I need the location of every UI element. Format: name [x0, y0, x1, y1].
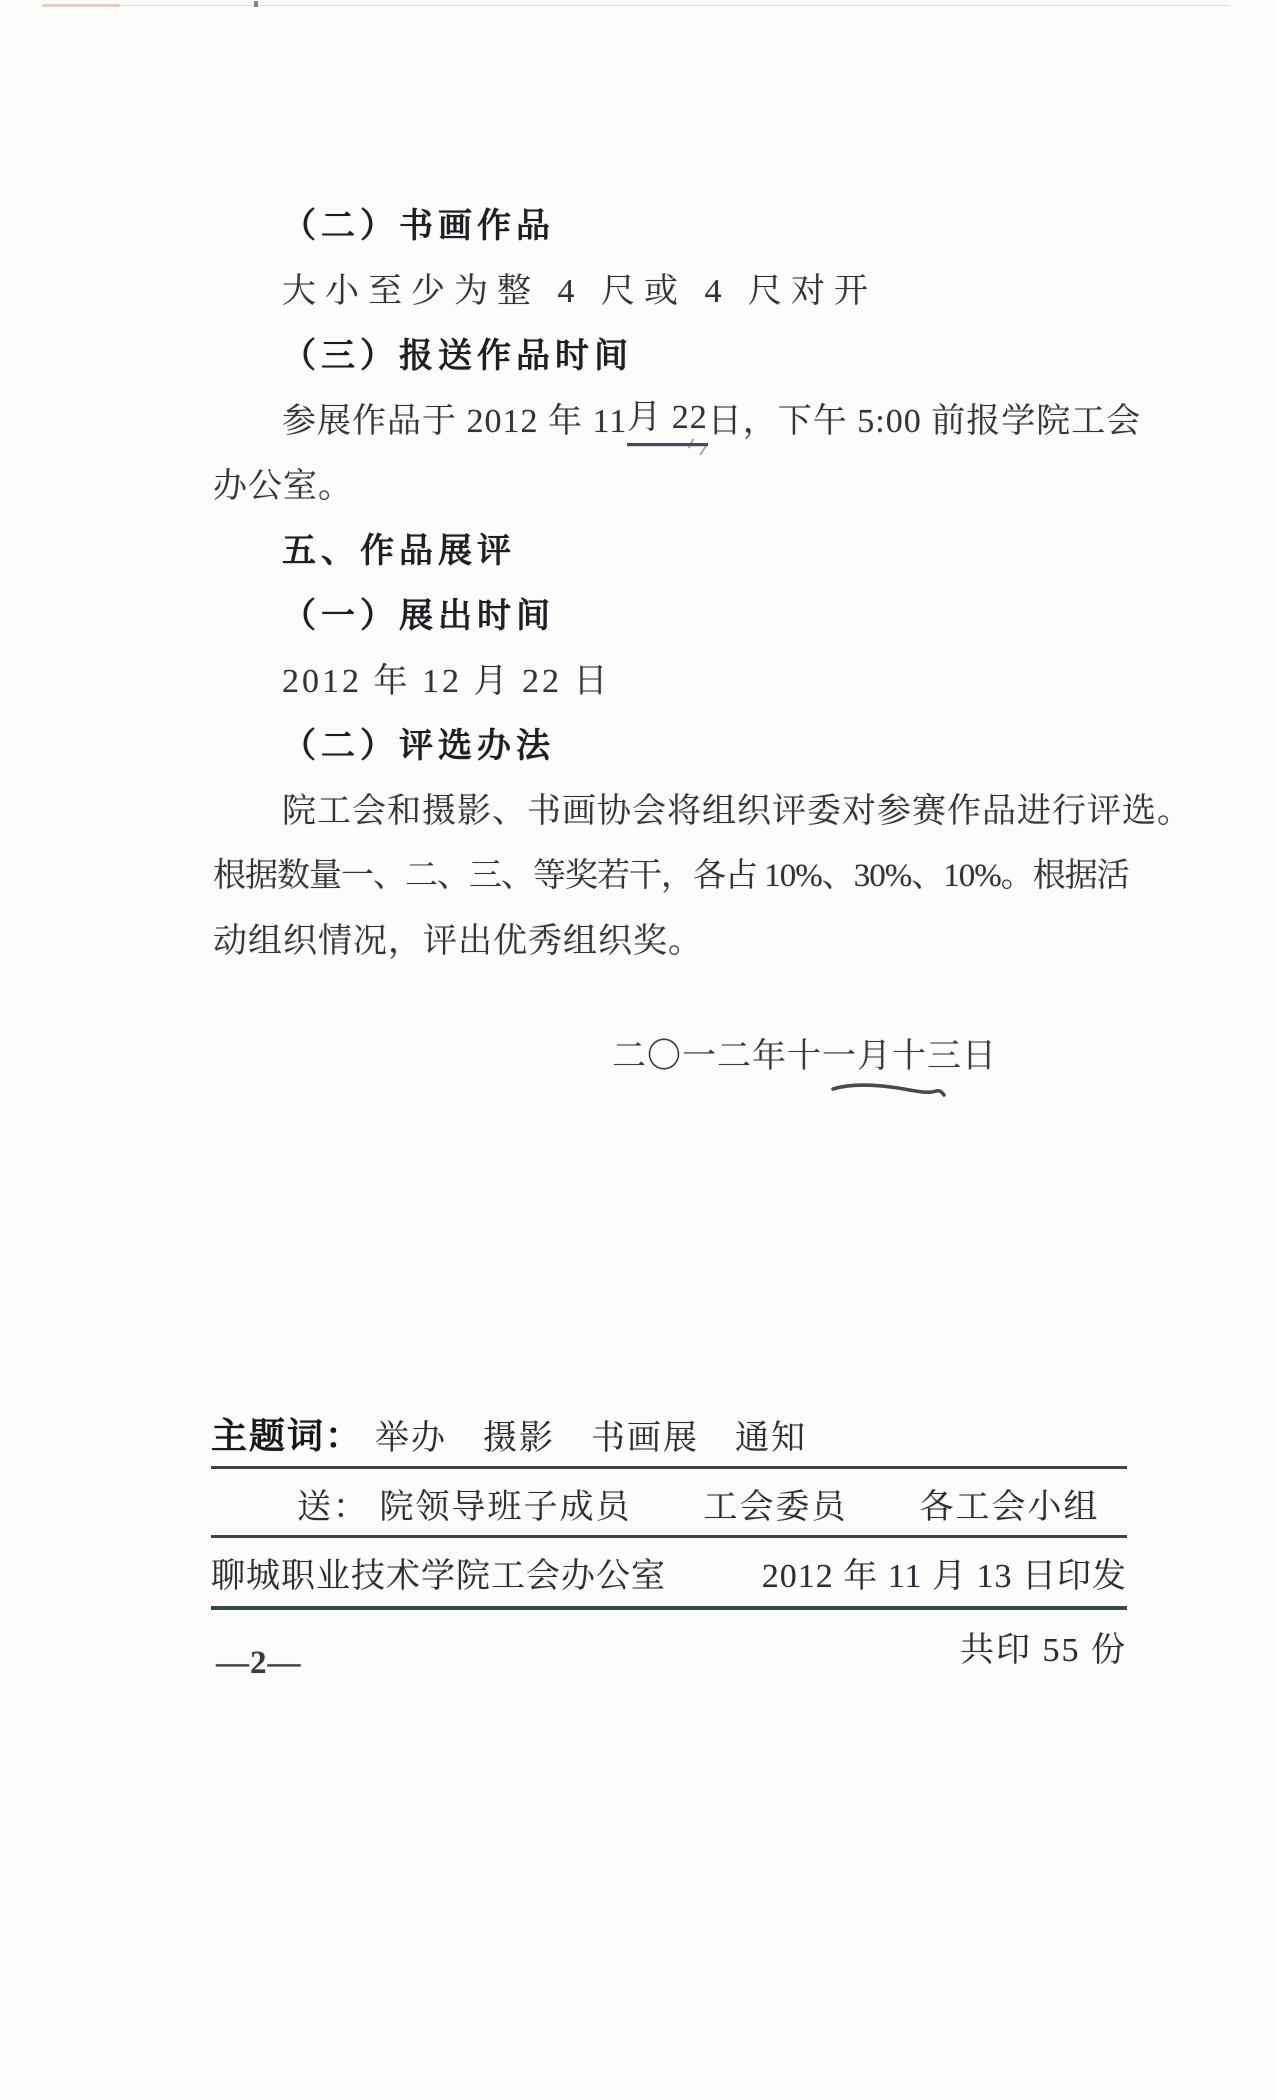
line-judging-3: 动组织情况，评出优秀组织奖。: [213, 923, 703, 960]
scan-pink-streak: [42, 4, 120, 7]
signature-date: 二〇一二年十一月十三日: [612, 1038, 997, 1075]
print-date: 2012 年 11 月 13 日印发: [761, 1558, 1127, 1595]
line-submission-deadline: [213, 385, 1142, 450]
line-submission-deadline-cont: 办公室。: [213, 468, 353, 505]
send-label: 送：: [297, 1489, 369, 1526]
deadline-text-after: 日，下午 5:00 前报学院工会: [707, 403, 1142, 440]
handwritten-underlined-date: 月 22: [627, 389, 708, 446]
document-footer: [211, 1408, 1127, 1671]
section-heading-submission-time: （三）报送作品时间: [282, 336, 633, 376]
section-heading-exhibition-review: 五、作品展评: [282, 531, 516, 571]
line-judging-2: 根据数量一、二、三、等奖若干，各占 10%、30%、10%。根据活: [213, 858, 1129, 894]
subject-terms: 举办 摄影 书画展 通知: [375, 1420, 808, 1457]
scan-speck: [254, 1, 258, 7]
issuer-row: [211, 1538, 1127, 1610]
subject-label: 主题词：: [211, 1416, 364, 1457]
line-size-requirement: 大小至少为整 4 尺或 4 尺对开: [282, 273, 877, 310]
line-exhibit-date: 2012 年 12 月 22 日: [282, 663, 611, 700]
line-judging-1: 院工会和摄影、书画协会将组织评委对参赛作品进行评选。: [282, 793, 1192, 830]
issuer-name: 聊城职业技术学院工会办公室: [211, 1558, 666, 1595]
section-heading-exhibit-time: （一）展出时间: [282, 596, 555, 636]
subject-row: [211, 1408, 1127, 1469]
page-number: —2—: [216, 1645, 302, 1681]
section-heading-artwork: （二）书画作品: [282, 206, 555, 246]
document-body: [213, 190, 1192, 970]
deadline-text-before: 参展作品于 2012 年 11: [282, 403, 628, 440]
send-list: 院领导班子成员 工会委员 各工会小组: [379, 1489, 1100, 1526]
send-row: [211, 1469, 1127, 1538]
handwritten-squiggle-underline: [830, 1080, 948, 1102]
scan-edge-line: [115, 5, 1230, 6]
copies-count: 共印 55 份: [960, 1632, 1127, 1669]
section-heading-selection-method: （二）评选办法: [282, 726, 555, 766]
